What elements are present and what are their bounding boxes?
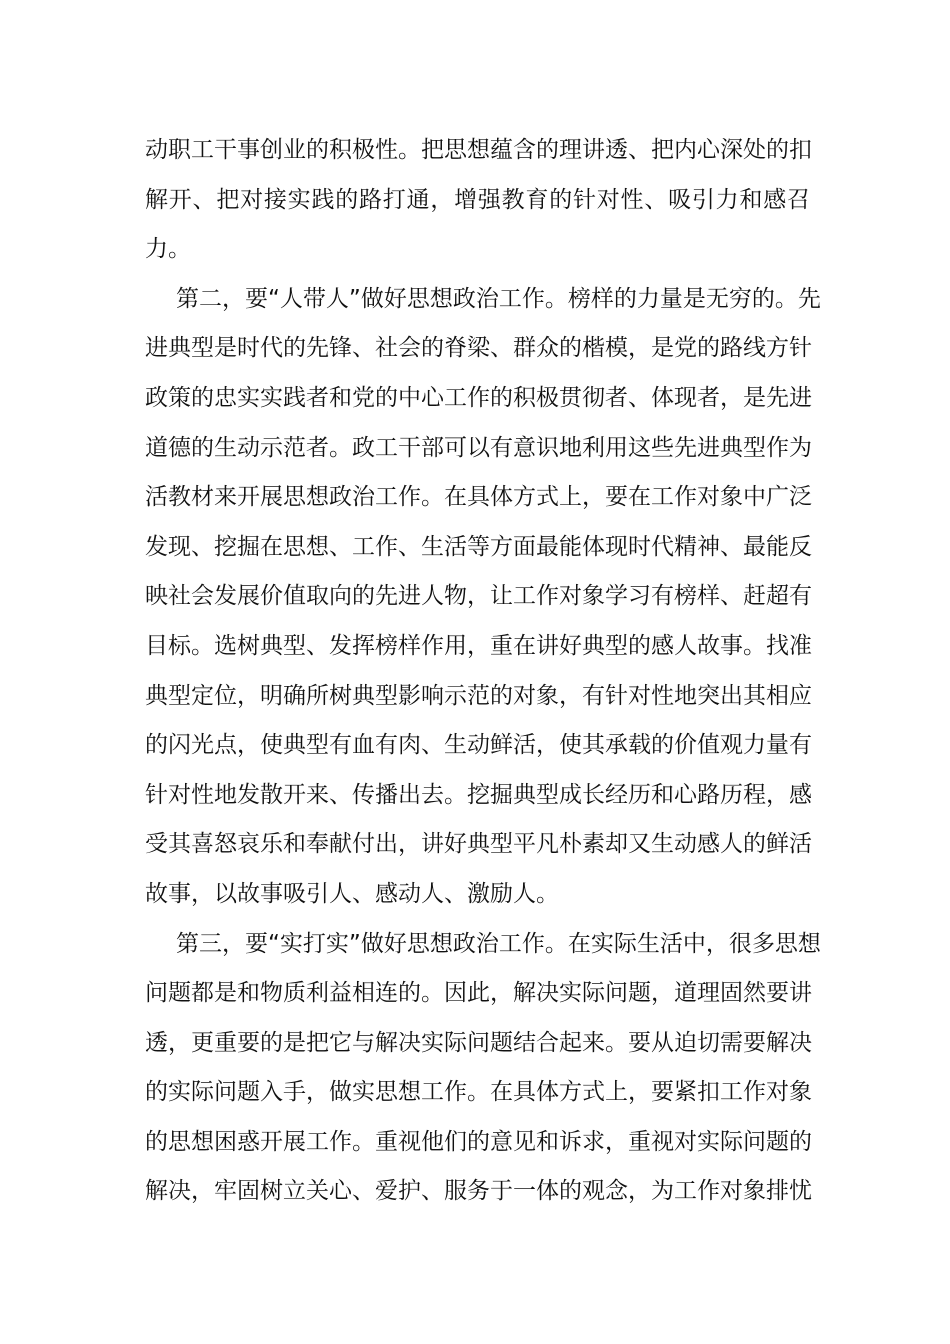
text-line: 的思想困惑开展工作。重视他们的意见和诉求，重视对实际问题的 (145, 1128, 812, 1155)
text-line: 故事，以故事吸引人、感动人、激励人。 (145, 880, 559, 907)
text-line: 第三，要“实打实”做好思想政治工作。在实际生活中，很多思想 (176, 930, 821, 957)
text-line: 透，更重要的是把它与解决实际问题结合起来。要从迫切需要解决 (145, 1029, 812, 1056)
text-line: 解开、把对接实践的路打通，增强教育的针对性、吸引力和感召 (145, 186, 810, 213)
paragraph-1 (145, 126, 810, 275)
text-line: 力。 (145, 236, 191, 263)
text-line: 动职工干事创业的积极性。把思想蕴含的理讲透、把内心深处的扣 (145, 137, 812, 163)
text-line: 发现、挖掘在思想、工作、生活等方面最能体现时代精神、最能反 (145, 533, 812, 560)
text-line: 受其喜怒哀乐和奉献付出，讲好典型平凡朴素却又生动感人的鲜活 (145, 831, 812, 858)
text-line: 针对性地发散开来、传播出去。挖掘典型成长经历和心路历程，感 (145, 781, 812, 808)
text-line: 解决，牢固树立关心、爱护、服务于一体的观念，为工作对象排忧 (145, 1178, 812, 1205)
text-line: 道德的生动示范者。政工干部可以有意识地利用这些先进典型作为 (145, 434, 812, 461)
text-line: 第二，要“人带人”做好思想政治工作。榜样的力量是无穷的。先 (176, 285, 821, 312)
text-line: 的闪光点，使典型有血有肉、生动鲜活，使其承载的价值观力量有 (145, 732, 812, 759)
text-line: 进典型是时代的先锋、社会的脊梁、群众的楷模，是党的路线方针 (145, 335, 812, 362)
text-line: 活教材来开展思想政治工作。在具体方式上，要在工作对象中广泛 (145, 484, 812, 511)
body-text (145, 126, 821, 1217)
text-line: 问题都是和物质利益相连的。因此，解决实际问题，道理固然要讲 (145, 980, 812, 1007)
paragraph-2 (145, 275, 821, 920)
text-line: 典型定位，明确所树典型影响示范的对象，有针对性地突出其相应 (145, 682, 812, 709)
text-line: 的实际问题入手，做实思想工作。在具体方式上，要紧扣工作对象 (145, 1079, 812, 1106)
paragraph-3 (145, 920, 821, 1218)
text-line: 映社会发展价值取向的先进人物，让工作对象学习有榜样、赶超有 (145, 583, 812, 610)
text-line: 目标。选树典型、发挥榜样作用，重在讲好典型的感人故事。找准 (145, 632, 812, 659)
text-line: 政策的忠实实践者和党的中心工作的积极贯彻者、体现者，是先进 (145, 384, 812, 411)
